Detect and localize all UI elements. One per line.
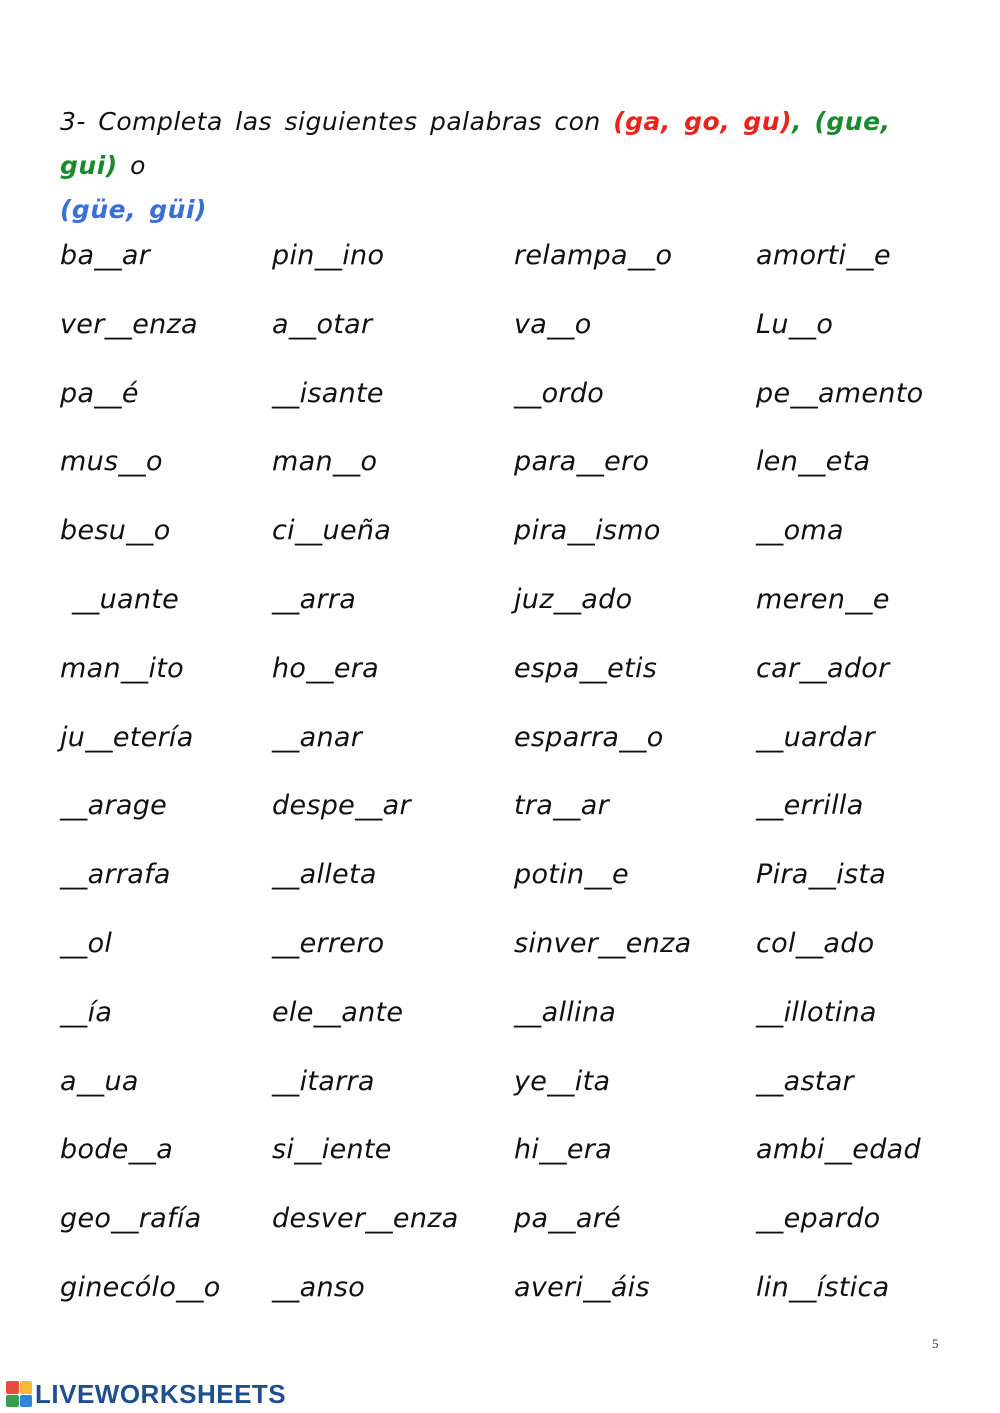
logo-square	[20, 1381, 33, 1394]
word-item[interactable]: relampa__o	[514, 240, 673, 271]
word-item[interactable]: __uante	[72, 584, 180, 615]
word-item[interactable]: Lu__o	[756, 308, 834, 340]
word-item[interactable]: __ía	[60, 996, 113, 1028]
word-item[interactable]: __anar	[272, 721, 363, 753]
word-item[interactable]: __astar	[756, 1065, 854, 1097]
liveworksheets-logo-icon	[6, 1381, 32, 1407]
word-item[interactable]: __illotina	[756, 996, 877, 1028]
word-item[interactable]: ye__ita	[514, 1065, 611, 1097]
word-item[interactable]: va__o	[514, 308, 592, 340]
word-item[interactable]: __allina	[514, 996, 617, 1028]
word-item[interactable]: geo__rafía	[60, 1203, 202, 1235]
logo-square	[6, 1381, 19, 1394]
word-item[interactable]: si__iente	[272, 1134, 392, 1166]
word-item[interactable]: pira__ismo	[514, 515, 661, 547]
instruction-lead: 3- Completa las siguientes palabras con	[60, 107, 601, 136]
word-item[interactable]: ho__era	[272, 652, 379, 684]
word-item[interactable]: besu__o	[60, 515, 171, 547]
word-item[interactable]: pa__é	[60, 377, 139, 409]
word-item[interactable]: espa__etis	[514, 652, 658, 684]
word-item[interactable]: __arage	[60, 790, 168, 822]
word-item[interactable]: __errero	[272, 928, 385, 959]
word-item[interactable]: ju__etería	[60, 721, 194, 753]
word-item[interactable]: juz__ado	[514, 584, 633, 615]
word-item[interactable]: amorti__e	[756, 240, 891, 271]
word-item[interactable]: col__ado	[756, 928, 875, 959]
word-item[interactable]: Pira__ista	[756, 859, 887, 891]
word-item[interactable]: pa__aré	[514, 1203, 622, 1235]
word-item[interactable]: __errilla	[756, 790, 864, 822]
word-item[interactable]: ele__ante	[272, 996, 404, 1028]
word-item[interactable]: __arrafa	[60, 859, 171, 891]
word-item[interactable]: sinver__enza	[514, 928, 692, 959]
word-item[interactable]: averi__áis	[514, 1272, 650, 1303]
word-item[interactable]: bode__a	[60, 1134, 174, 1166]
word-item[interactable]: despe__ar	[272, 790, 411, 822]
word-item[interactable]: len__eta	[756, 446, 871, 478]
word-item[interactable]: car__ador	[756, 652, 890, 684]
word-item[interactable]: para__ero	[514, 446, 650, 478]
group-gue-gui: (gue, gui)	[60, 107, 891, 180]
word-item[interactable]: __anso	[272, 1272, 366, 1303]
word-item[interactable]: tra__ar	[514, 790, 609, 822]
group-ga-go-gu: (ga, go, gu)	[613, 107, 793, 136]
word-item[interactable]: mus__o	[60, 446, 163, 478]
instruction-connector: o	[130, 151, 146, 180]
word-item[interactable]: desver__enza	[272, 1203, 459, 1235]
group-gue-gui-dieresis: (güe, güi)	[60, 195, 207, 224]
word-item[interactable]: a__ua	[60, 1065, 139, 1097]
word-item[interactable]: ba__ar	[60, 240, 151, 271]
word-item[interactable]: lin__ística	[756, 1272, 890, 1303]
word-item[interactable]: __alleta	[272, 859, 377, 891]
word-item[interactable]: ci__ueña	[272, 515, 392, 547]
word-item[interactable]: pin__ino	[272, 240, 385, 271]
word-item[interactable]: ver__enza	[60, 308, 198, 340]
word-item[interactable]: __arra	[272, 584, 357, 615]
word-item[interactable]: man__o	[272, 446, 378, 478]
word-item[interactable]: __ol	[60, 928, 113, 959]
logo-square	[20, 1395, 33, 1408]
word-item[interactable]: __epardo	[756, 1203, 881, 1235]
logo-square	[6, 1395, 19, 1408]
word-item[interactable]: a__otar	[272, 308, 373, 340]
word-item[interactable]: ginecólo__o	[60, 1272, 221, 1303]
word-item[interactable]: __ordo	[514, 377, 605, 409]
instruction-comma: ,	[792, 107, 803, 136]
brand-name: LIVEWORKSHEETS	[35, 1378, 287, 1409]
word-item[interactable]: __isante	[272, 377, 384, 409]
liveworksheets-brand[interactable]	[6, 1380, 286, 1408]
word-item[interactable]: pe__amento	[756, 377, 924, 409]
word-item[interactable]: esparra__o	[514, 721, 664, 753]
word-item[interactable]: ambi__edad	[756, 1134, 921, 1166]
word-item[interactable]: potin__e	[514, 859, 629, 891]
word-item[interactable]: __oma	[756, 515, 844, 547]
word-item[interactable]: __itarra	[272, 1065, 375, 1097]
word-item[interactable]: hi__era	[514, 1134, 612, 1166]
page-number: 5	[932, 1336, 939, 1351]
word-item[interactable]: man__ito	[60, 652, 184, 684]
word-item[interactable]: __uardar	[756, 721, 875, 753]
word-item[interactable]: meren__e	[756, 584, 890, 615]
